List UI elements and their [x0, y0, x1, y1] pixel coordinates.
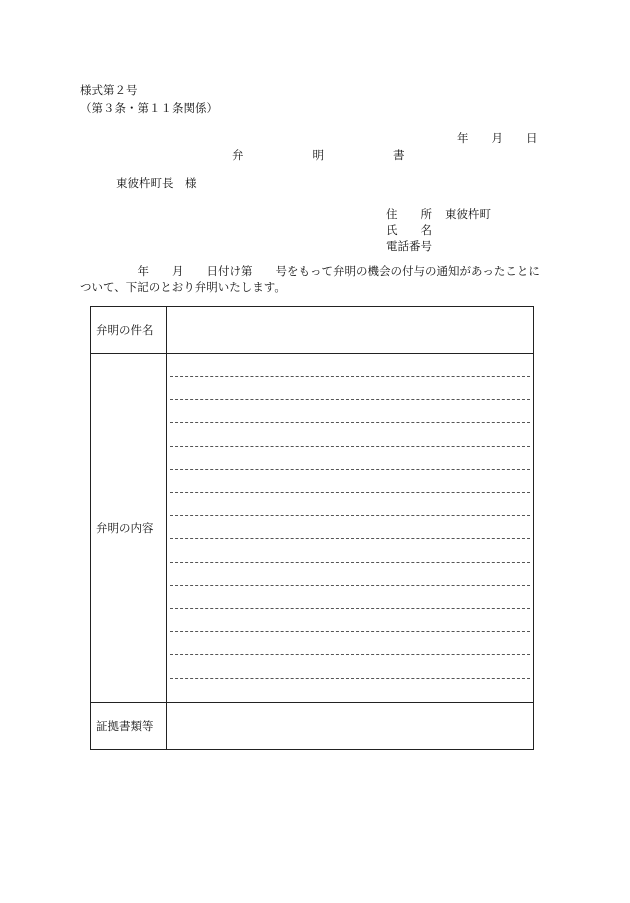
ruled-line: [170, 631, 530, 632]
evidence-row: [91, 703, 534, 750]
ruled-line: [170, 399, 530, 400]
ruled-line: [170, 538, 530, 539]
ruled-line: [170, 376, 530, 377]
name-label: 氏 名: [386, 223, 432, 237]
recipient: 東彼杵町長 様: [116, 176, 197, 190]
ruled-line: [170, 492, 530, 493]
content-area: [167, 354, 534, 703]
subject-value: [167, 307, 534, 354]
ruled-line: [170, 446, 530, 447]
content-row: [91, 354, 534, 703]
evidence-value: [167, 703, 534, 750]
date-line: 年 月 日: [457, 131, 538, 145]
phone-row: [386, 238, 491, 254]
ruled-line: [170, 608, 530, 609]
evidence-label: 証拠書類等: [91, 703, 167, 750]
form-number: 様式第２号: [80, 83, 138, 97]
body-text: 年 月 日付け第 号をもって弁明の機会の付与の通知があったことについて、下記のとおり弁明いたします。: [80, 264, 540, 294]
ruled-line: [170, 654, 530, 655]
phone-label: 電話番号: [386, 239, 432, 253]
subject-label: 弁明の件名: [91, 307, 167, 354]
ruled-line: [170, 422, 530, 423]
content-ruled-lines: [167, 354, 533, 702]
form-article-reference: （第３条・第１１条関係）: [80, 101, 218, 115]
ruled-line: [170, 469, 530, 470]
document-title: 弁 明 書: [232, 148, 405, 162]
ruled-line: [170, 585, 530, 586]
ruled-line: [170, 678, 530, 679]
name-row: [386, 222, 491, 238]
ruled-line: [170, 562, 530, 563]
ruled-line: [170, 515, 530, 516]
address-row: [386, 206, 491, 222]
content-label: 弁明の内容: [91, 354, 167, 703]
applicant-block: [386, 206, 491, 254]
address-label: 住 所: [386, 207, 432, 221]
address-value: 東彼杵町: [445, 207, 491, 221]
subject-row: [91, 307, 534, 354]
explanation-table: [90, 306, 534, 750]
